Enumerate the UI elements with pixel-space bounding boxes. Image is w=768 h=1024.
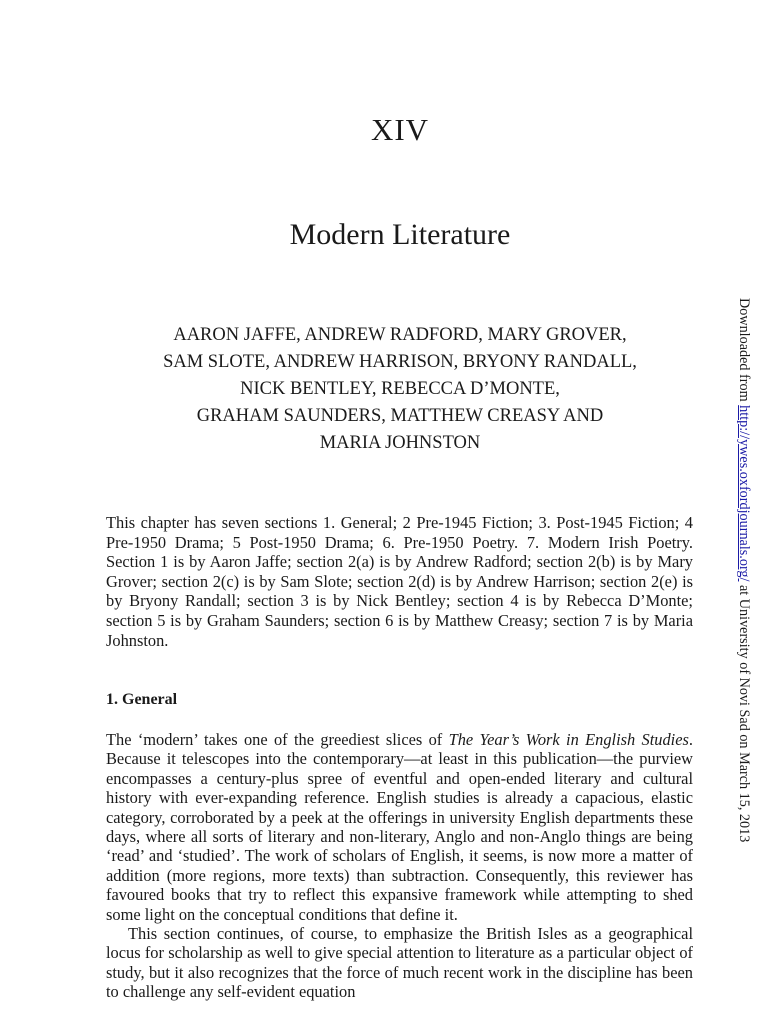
paragraph-1-rest: . Because it telescopes into the contemporary—at least in this publication—the purview encompasses a century-plus spree of eventful and open-ended literary and cultural history with ever-expanding reference. English studies is already a capacious, elastic category, corroborated by a peek at the offerings in university English departments these days, where all sorts of literary and non-literary, Anglo and non-Anglo things are being ‘read’ and ‘studied’. The work of scholars of English, it seems, is now more a matter of addition (more regions, more texts) than subtraction. Consequently, this reviewer has favoured books that try to reflect this expansive framework while attempting to shed some light on the conceptual conditions that define it. [106, 730, 693, 924]
download-notice-prefix: Downloaded from [736, 298, 752, 406]
paragraph-1-start: The ‘modern’ takes one of the greediest slices of [106, 730, 449, 749]
chapter-intro: This chapter has seven sections 1. General; 2 Pre-1945 Fiction; 3. Post-1945 Fiction; 4 Pre-1950 Drama; 5 Post-1950 Drama; 6. Pre-1950 Poetry. 7. Modern Irish Poetry. Section 1 is by Aaron Jaffe; section 2(a) is by Andrew Radford; section 2(b) is by Mary Grover; section 2(c) is by Sam Slote; section 2(d) is by Andrew Harrison; section 2(e) is by Bryony Randall; section 3 is by Nick Bentley; section 4 is by Rebecca D’Monte; section 5 is by Graham Saunders; section 6 is by Matthew Creasy; section 7 is by Maria Johnston. [106, 513, 693, 650]
author-line: SAM SLOTE, ANDREW HARRISON, BRYONY RANDALL, [163, 352, 637, 372]
paragraph-1 [106, 730, 693, 924]
paragraph-2: This section continues, of course, to emphasize the British Isles as a geographical locus for scholarship as well to give special attention to literature as a particular object of study, but it also recognizes that the force of much recent work in the discipline has been to challenge any self-evident equation [106, 924, 693, 1002]
journal-link[interactable]: http://ywes.oxfordjournals.org/ [736, 405, 752, 582]
author-list [106, 322, 694, 457]
publication-title: The Year’s Work in English Studies [448, 730, 689, 749]
section-heading: 1. General [106, 691, 178, 708]
download-notice [734, 298, 754, 918]
section-body [106, 730, 693, 1002]
author-line: MARIA JOHNSTON [319, 433, 481, 453]
download-notice-suffix: at University of Novi Sad on March 15, 2013 [736, 581, 752, 843]
chapter-title: Modern Literature [289, 218, 511, 251]
author-line: GRAHAM SAUNDERS, MATTHEW CREASY AND [196, 406, 604, 426]
author-line: NICK BENTLEY, REBECCA D’MONTE, [240, 379, 560, 399]
author-line: AARON JAFFE, ANDREW RADFORD, MARY GROVER, [173, 325, 627, 345]
chapter-number: XIV [370, 112, 430, 147]
